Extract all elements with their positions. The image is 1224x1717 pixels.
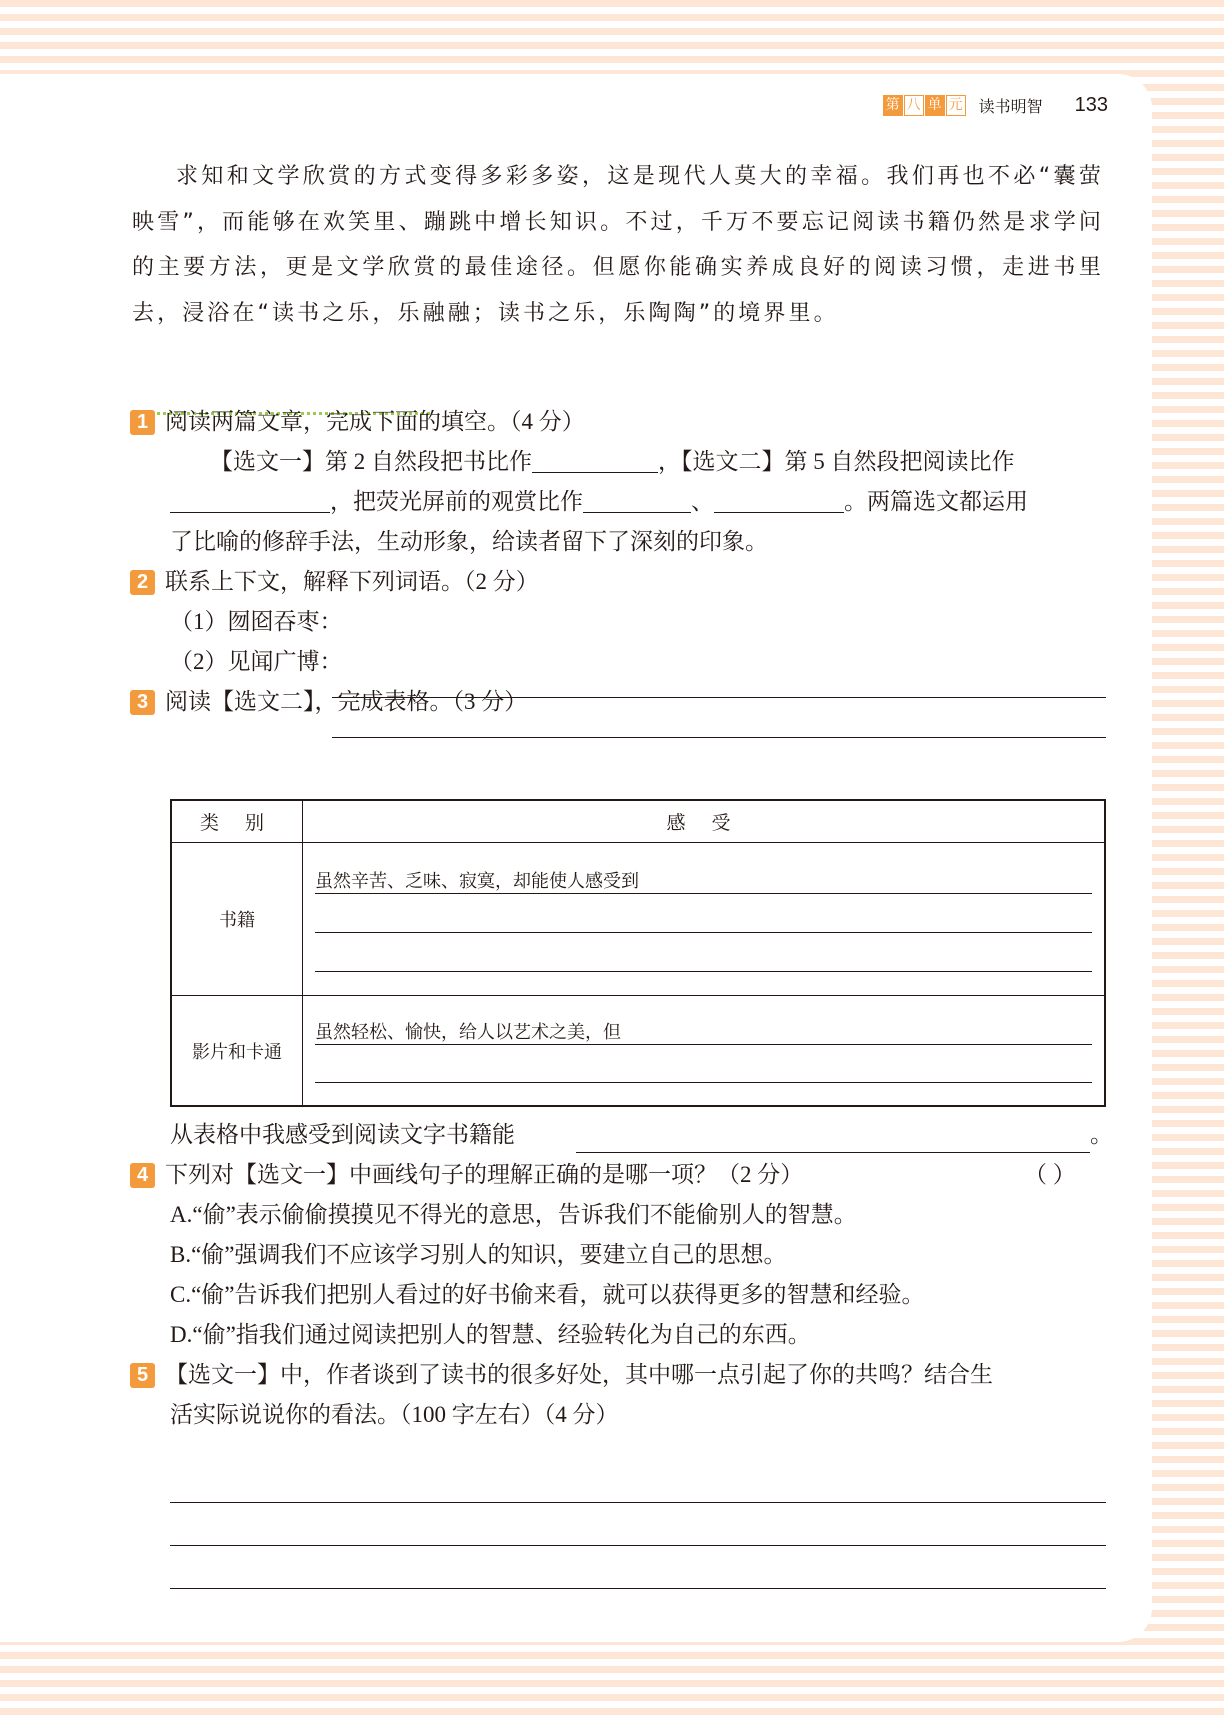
q1-text: 【选文一】第 2 自然段把书比作 xyxy=(210,449,532,474)
answer-line[interactable] xyxy=(576,1152,1090,1153)
answer-line[interactable] xyxy=(315,971,1092,972)
question-number-badge: 5 xyxy=(130,1363,155,1388)
answer-line[interactable] xyxy=(170,1502,1106,1503)
q2-item-2: （2）见闻广博： xyxy=(170,649,343,674)
question-1 xyxy=(130,406,585,438)
question-3 xyxy=(130,686,527,718)
question-5 xyxy=(130,1359,993,1391)
table-header-category: 类 别 xyxy=(171,800,303,843)
question-number-badge: 1 xyxy=(130,410,155,435)
option-c[interactable]: C.“偷”告诉我们把别人看过的好书偷来看，就可以获得更多的智慧和经验。 xyxy=(170,1282,925,1307)
fill-blank[interactable] xyxy=(583,486,691,513)
unit-chip: 八 xyxy=(904,95,924,116)
unit-chip: 第 xyxy=(883,95,903,116)
q5-line-2: 活实际说说你的看法。（100 字左右）（4 分） xyxy=(170,1402,619,1427)
table-row xyxy=(171,843,1105,996)
option-b[interactable]: B.“偷”强调我们不应该学习别人的知识，要建立自己的思想。 xyxy=(170,1242,787,1267)
option-d[interactable]: D.“偷”指我们通过阅读把别人的智慧、经验转化为自己的东西。 xyxy=(170,1322,811,1347)
q1-text: 、 xyxy=(691,489,714,514)
question-2 xyxy=(130,566,539,598)
question-number-badge: 2 xyxy=(130,570,155,595)
q1-text: 。两篇选文都运用 xyxy=(844,489,1028,514)
page-sheet xyxy=(0,74,1152,1642)
question-number-badge: 3 xyxy=(130,690,155,715)
q1-text: ，【选文二】第 5 自然段把阅读比作 xyxy=(658,449,1015,474)
question-title: 【选文一】中，作者谈到了读书的很多好处，其中哪一点引起了你的共鸣？结合生 xyxy=(165,1362,993,1387)
question-title: 联系上下文，解释下列词语。（2 分） xyxy=(165,569,539,594)
answer-line[interactable] xyxy=(332,737,1106,738)
q1-line-3: 了比喻的修辞手法，生动形象，给读者留下了深刻的印象。 xyxy=(170,529,768,554)
cell-prompt-text: 虽然轻松、愉快，给人以艺术之美，但 xyxy=(315,1018,623,1044)
cell-prompt-text: 虽然辛苦、乏味、寂寞，却能使人感受到 xyxy=(315,867,641,893)
unit-title: 读书明智 xyxy=(978,97,1043,116)
unit-chip: 单 xyxy=(925,95,945,116)
answer-line[interactable] xyxy=(315,1082,1092,1083)
answer-line[interactable] xyxy=(315,893,1092,894)
q2-item-1: （1）囫囵吞枣： xyxy=(170,609,343,634)
page-number: 133 xyxy=(1074,94,1108,116)
option-a[interactable]: A.“偷”表示偷偷摸摸见不得光的意思，告诉我们不能偷别人的智慧。 xyxy=(170,1202,857,1227)
fill-blank[interactable] xyxy=(532,446,658,473)
table-row-label: 影片和卡通 xyxy=(171,996,303,1107)
answer-line[interactable] xyxy=(315,932,1092,933)
table-answer-cell xyxy=(303,843,1106,996)
q3-summary: 从表格中我感受到阅读文字书籍能 xyxy=(170,1122,515,1147)
q1-text: ，把荧光屏前的观赏比作 xyxy=(330,489,583,514)
fill-blank[interactable] xyxy=(170,486,330,513)
table-header-row xyxy=(171,800,1105,843)
q1-line-1 xyxy=(210,446,1015,478)
answer-line[interactable] xyxy=(170,1545,1106,1546)
question-title: 阅读两篇文章，完成下面的填空。（4 分） xyxy=(165,409,585,434)
answer-line[interactable] xyxy=(315,1044,1092,1045)
answer-area xyxy=(303,843,1104,995)
page-header xyxy=(883,94,1108,117)
unit-chip: 元 xyxy=(946,95,966,116)
table-header-feeling: 感 受 xyxy=(303,800,1106,843)
passage-text: 求知和文学欣赏的方式变得多彩多姿，这是现代人莫大的幸福。我们再也不必“囊萤映雪”，而能够在欢笑里、蹦跳中增长知识。不过，千万不要忘记阅读书籍仍然是求学问的主要方法，更是文学欣赏的最佳途径。但愿你能确实养成良好的阅读习惯，走进书里去，浸浴在“读书之乐，乐融融；读书之乐，乐陶陶”的境界里。 xyxy=(132,164,1104,326)
question-title: 下列对【选文一】中画线句子的理解正确的是哪一项？（2 分） xyxy=(165,1162,804,1187)
answer-bracket[interactable]: （ ） xyxy=(1024,1162,1076,1187)
answer-line[interactable] xyxy=(170,1588,1106,1589)
question-number-badge: 4 xyxy=(130,1163,155,1188)
table-row-label: 书籍 xyxy=(171,843,303,996)
table-row xyxy=(171,996,1105,1107)
fill-blank[interactable] xyxy=(714,486,844,513)
feelings-table xyxy=(170,799,1106,1107)
q3-summary-end: 。 xyxy=(1090,1122,1113,1147)
question-title: 阅读【选文二】，完成表格。（3 分） xyxy=(165,689,528,714)
answer-area xyxy=(303,996,1104,1105)
table-answer-cell xyxy=(303,996,1106,1107)
q1-line-2 xyxy=(170,486,1028,518)
question-4 xyxy=(130,1159,803,1191)
